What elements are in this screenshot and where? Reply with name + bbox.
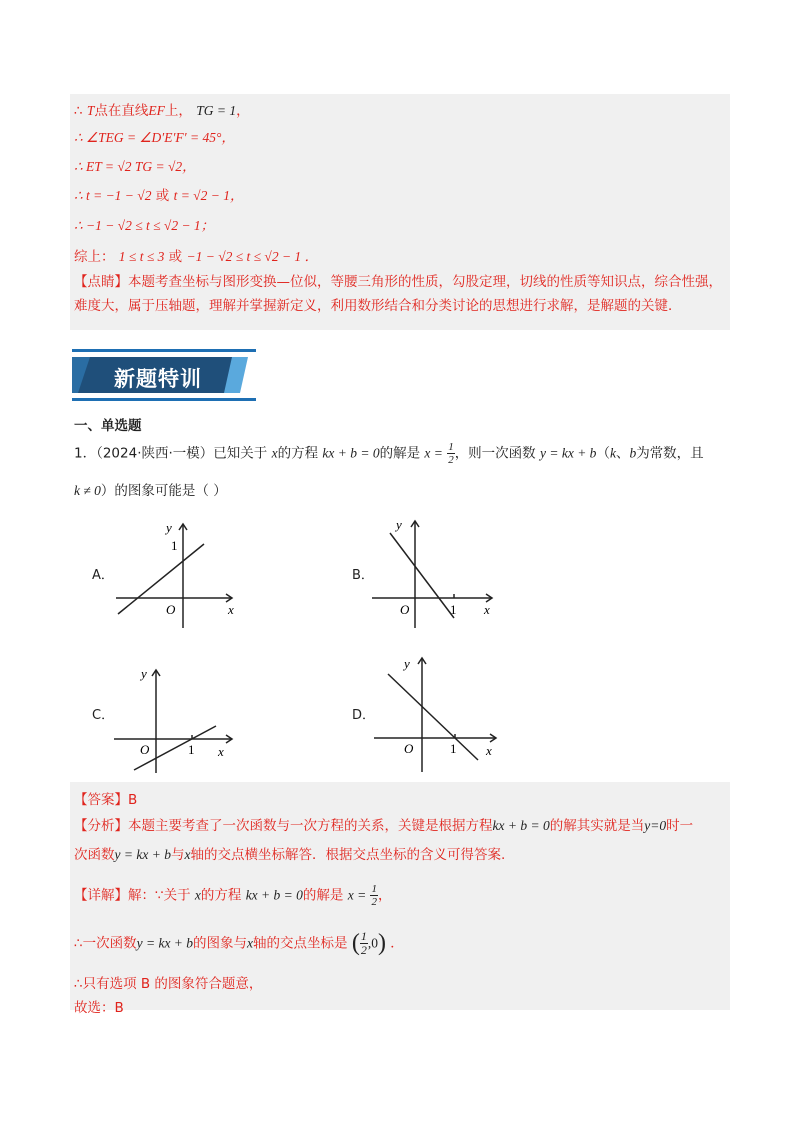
solution-line-1: ∴ T点在直线EF上， TG = 1， xyxy=(74,103,250,119)
solution-line-2: ∴ ∠TEG = ∠D′E′F′ = 45°， xyxy=(74,130,235,145)
option-c-y-label: y xyxy=(141,666,147,681)
option-d-x-label: x xyxy=(486,743,492,758)
detail-line-3: ∴只有选项 B 的图象符合题意， xyxy=(74,976,263,992)
question-line-1: 1．（2024·陕西·一模）已知关于 x的方程 kx + b = 0的解是 x = $\frac{1}{2}$ ，则一次函数 y = kx + b（k、b为常数，且 xyxy=(74,441,704,466)
option-b-y-label: y xyxy=(396,517,402,532)
question-line-2: k ≠ 0）的图象可能是（ ） xyxy=(74,483,227,499)
option-d-label[interactable]: D． xyxy=(352,708,376,723)
option-c-x-label: x xyxy=(218,744,224,759)
solution-line-5: ∴ −1 − √2 ≤ t ≤ √2 − 1； xyxy=(74,218,215,233)
option-c-intercept: 1 xyxy=(188,742,195,757)
option-a-origin: O xyxy=(166,602,176,617)
analysis-line-2: 次函数y = kx + b与x轴的交点横坐标解答．根据交点坐标的含义可得答案. xyxy=(74,847,506,863)
section-title: 一、单选题 xyxy=(74,418,142,434)
option-b-label[interactable]: B． xyxy=(352,568,374,583)
option-d-graph[interactable] xyxy=(368,652,508,777)
option-a-y-label: y xyxy=(166,520,172,535)
option-d-origin: O xyxy=(404,741,414,756)
option-b-x-label: x xyxy=(484,602,490,617)
detail-line-1: 【详解】解：∵关于 x的方程 kx + b = 0的解是 x = $\frac{1}{2}$ ， xyxy=(74,883,392,908)
banner-title: 新题特训 xyxy=(114,367,202,391)
detail-fraction: $\frac{1}{2}$ xyxy=(371,883,377,908)
option-b-graph[interactable] xyxy=(366,515,506,630)
answer-line: 【答案】B xyxy=(74,792,138,808)
option-c-label[interactable]: C． xyxy=(92,708,115,723)
detail-line-4: 故选：B xyxy=(74,1000,124,1016)
option-c-graph[interactable] xyxy=(108,660,248,775)
question-fraction: $\frac{1}{2}$ xyxy=(448,441,454,466)
option-a-graph[interactable] xyxy=(108,518,248,630)
option-c-origin: O xyxy=(140,742,150,757)
paren-left: ( xyxy=(351,930,360,956)
option-d-intercept: 1 xyxy=(450,741,457,756)
detail-line-2: ∴一次函数y = kx + b的图象与x轴的交点坐标是 ( $\frac{1}{2}$ ,0) ． xyxy=(74,929,404,957)
option-a-x-label: x xyxy=(228,602,234,617)
analysis-line-1: 【分析】本题主要考查了一次函数与一次方程的关系，关键是根据方程kx + b = 0的解其实就是当y=0时一 xyxy=(74,818,694,834)
solution-comment: 【点睛】本题考查坐标与图形变换—位似，等腰三角形的性质，勾股定理，切线的性质等知识点，综合性强，难度大，属于压轴题，理解并掌握新定义，利用数形结合和分类讨论的思想进行求解，是解题的关键． xyxy=(74,274,722,314)
paren-right: ) xyxy=(377,930,386,956)
option-b-intercept: 1 xyxy=(450,602,457,617)
detail-point-fraction: $\frac{1}{2}$ xyxy=(360,929,367,957)
option-a-intercept: 1 xyxy=(171,538,178,553)
option-b-origin: O xyxy=(400,602,410,617)
section-banner xyxy=(72,349,256,401)
solution-line-3: ∴ ET = √2 TG = √2， xyxy=(74,159,196,174)
solution-line-4: ∴ t = −1 − √2 或 t = √2 − 1， xyxy=(74,188,244,204)
solution-summary: 综上： 1 ≤ t ≤ 3 或 −1 − √2 ≤ t ≤ √2 − 1 ． xyxy=(74,249,319,265)
option-d-y-label: y xyxy=(404,656,410,671)
option-a-label[interactable]: A． xyxy=(92,568,114,583)
